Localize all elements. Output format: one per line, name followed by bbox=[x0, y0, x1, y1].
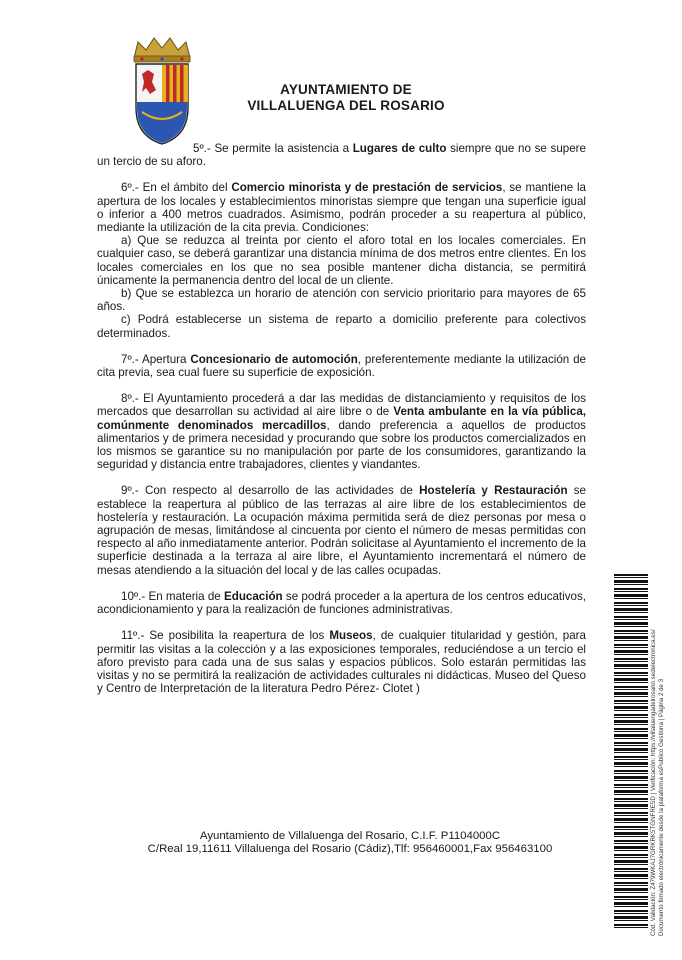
paragraph-6-text: 6º.- En el ámbito del bbox=[121, 181, 232, 195]
paragraph-5-text-end: siempre que no se supere un tercio de su aforo. bbox=[97, 142, 586, 169]
paragraph-9-bold: Hostelería y Restauración bbox=[419, 484, 568, 498]
organization-title-line1: AYUNTAMIENTO DE bbox=[280, 82, 412, 97]
paragraph-6-intro bbox=[97, 181, 586, 234]
verification-line-1: Cód. Validación: Z479WKAJ7GRKRK5TGNFRE5D | Verificación: https://villaluengadelrosario.sedelectronica.es/ bbox=[650, 629, 657, 936]
paragraph-11-text: 11º.- Se posibilita la reapertura de los bbox=[121, 629, 330, 643]
paragraph-9 bbox=[97, 484, 586, 576]
paragraph-7-bold: Concesionario de automoción bbox=[190, 352, 358, 366]
organization-title bbox=[226, 82, 466, 114]
paragraph-5 bbox=[97, 142, 586, 168]
document-body bbox=[97, 142, 586, 708]
paragraph-8-text: 8º.- El Ayuntamiento procederá a dar las medidas de distanciamiento y requisitos de los mercados que desarrollan su actividad al aire libre o de bbox=[97, 392, 586, 419]
paragraph-5-text: 5º.- Se permite la asistencia a bbox=[193, 142, 353, 155]
condition-a: a) Que se reduzca al treinta por ciento el aforo total en los locales comerciales. En cualquier caso, se deberá garantizar una distancia mínima de dos metros entre clientes. En los locales comerciales en los que no sea posible mantener dicha distancia, se permitirá únicamente la permanencia dentro del local de un cliente. bbox=[97, 234, 586, 287]
paragraph-11 bbox=[97, 629, 586, 695]
footer-line-1: Ayuntamiento de Villaluenga del Rosario, C.I.F. P1104000C bbox=[199, 830, 501, 842]
condition-b: b) Que se establezca un horario de atención con servicio prioritario para mayores de 65 años. bbox=[97, 287, 586, 314]
paragraph-10-text: 10º.- En materia de bbox=[121, 589, 225, 603]
verification-text bbox=[650, 556, 665, 936]
organization-title-line2: VILLALUENGA DEL ROSARIO bbox=[247, 98, 445, 113]
paragraph-7-text: 7º.- Apertura bbox=[121, 352, 191, 366]
paragraph-8-text-end: , dando preferencia a aquellos de productos alimentarios y de primera necesidad y procurando que sobre los productos comercializados en los mismos se garantice su no manipulación por parte de los consumidores, garantizando la seguridad y distancia entre trabajadores, clientes y viandantes. bbox=[97, 418, 586, 472]
paragraph-7-text-end: , preferentemente mediante la utilización de cita previa, sea cual fuere su superficie de exposición. bbox=[97, 352, 586, 380]
paragraph-10-text-end: se podrá proceder a la apertura de los centros educativos, acondicionamiento y para la realización de funciones administrativas. bbox=[97, 589, 586, 617]
paragraph-10 bbox=[97, 590, 586, 616]
paragraph-6-bold: Comercio minorista y de prestación de servicios bbox=[231, 181, 503, 195]
condition-c: c) Podrá establecerse un sistema de reparto a domicilio preferente para colectivos determinados. bbox=[97, 313, 586, 340]
paragraph-5-bold: Lugares de culto bbox=[352, 142, 447, 155]
paragraph-11-text-end: , de cualquier titularidad y gestión, para permitir las visitas a la colección y a las exposiciones temporales, reduciéndose a un tercio el aforo previsto para cada una de sus salas y espacios públicos. Solo estarán permitidas las visitas y no se permitirá la realización de actividades culturales ni didácticas. Museo del Queso y Centro de Interpretación de la literatura Pedro Pérez- Clotet ) bbox=[97, 629, 586, 696]
footer-line-2: C/Real 19,11611 Villaluenga del Rosario (Cádiz),Tlf: 956460001,Fax 956463100 bbox=[147, 843, 553, 855]
paragraph-9-text-end: se establece la reapertura al público de las terrazas al aire libre de los establecimientos de hostelería y restauración. La ocupación máxima permitida será de diez personas por mesa o agrupación de mesas, limitándose al cincuenta por ciento el número de mesas permitidas con respecto al año inmediatamente anterior. Podrán solicitase al Ayuntamiento el incremento de la superficie destinada a la terraza al aire libre, el Ayuntamiento incrementará el número de mesas atendiendo a la situación del local y de las calles ocupadas. bbox=[97, 484, 587, 577]
paragraph-6-text-end: , se mantiene la apertura de los locales y establecimientos minoristas siempre que tengan una superficie igual o inferior a 400 metros cuadrados. Asimismo, podrán proceder a su reapertura al público, mediante la utilización de la cita previa. Condiciones: bbox=[97, 181, 586, 235]
paragraph-11-bold: Museos bbox=[329, 629, 373, 643]
paragraph-8-bold: Venta ambulante en la vía pública, comúnmente denominados mercadillos bbox=[97, 405, 586, 432]
paragraph-7 bbox=[97, 353, 586, 379]
paragraph-10-bold: Educación bbox=[224, 589, 283, 603]
paragraph-9-text: 9º.- Con respecto al desarrollo de las actividades de bbox=[121, 484, 420, 498]
coat-of-arms-icon bbox=[128, 36, 196, 146]
verification-line-2: Documento firmado electrónicamente desde la plataforma esPublico Gestiona | Página 2 de 3 bbox=[657, 678, 665, 936]
barcode-icon bbox=[614, 574, 648, 930]
paragraph-8 bbox=[97, 392, 586, 471]
paragraph-6 bbox=[97, 181, 586, 339]
page-footer bbox=[120, 830, 580, 856]
